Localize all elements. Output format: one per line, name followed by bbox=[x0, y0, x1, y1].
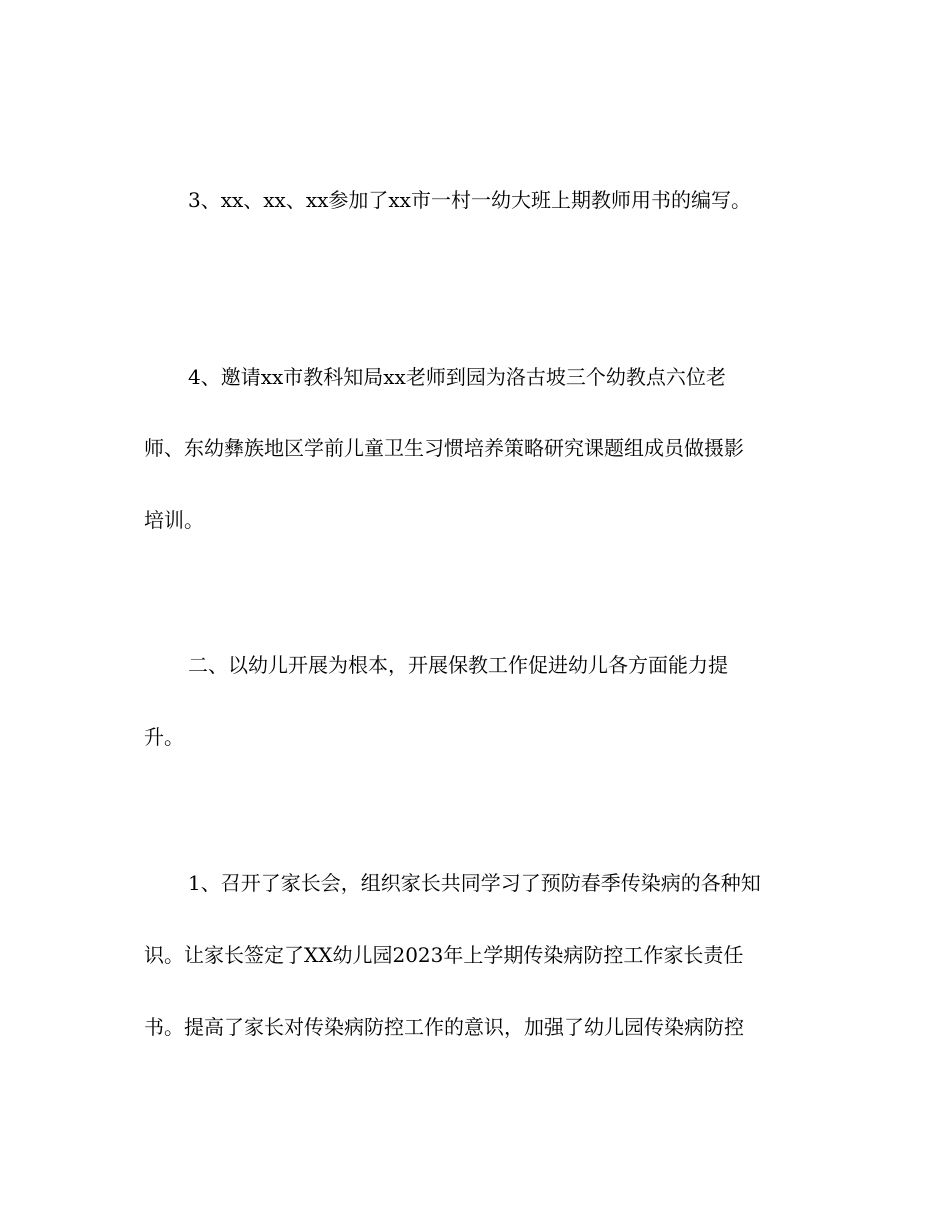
paragraph-3-line-2: 升。 bbox=[144, 725, 184, 749]
paragraph-2-line-1: 4、邀请xx市教科知局xx老师到园为洛古坡三个幼教点六位老 bbox=[188, 365, 726, 389]
paragraph-2-line-2: 师、东幼彝族地区学前儿童卫生习惯培养策略研究课题组成员做摄影 bbox=[144, 436, 744, 460]
paragraph-4-line-2: 识。让家长签定了XX幼儿园2023年上学期传染病防控工作家长责任 bbox=[144, 943, 744, 967]
paragraph-4-line-3: 书。提高了家长对传染病防控工作的意识，加强了幼儿园传染病防控 bbox=[144, 1015, 744, 1039]
paragraph-3-line-1: 二、以幼儿开展为根本，开展保教工作促进幼儿各方面能力提 bbox=[188, 653, 728, 677]
paragraph-1-line-1: 3、xx、xx、xx参加了xx市一村一幼大班上期教师用书的编写。 bbox=[188, 188, 751, 212]
paragraph-2-line-3: 培训。 bbox=[144, 508, 204, 532]
paragraph-4-line-1: 1、召开了家长会，组织家长共同学习了预防春季传染病的各种知 bbox=[188, 871, 761, 895]
